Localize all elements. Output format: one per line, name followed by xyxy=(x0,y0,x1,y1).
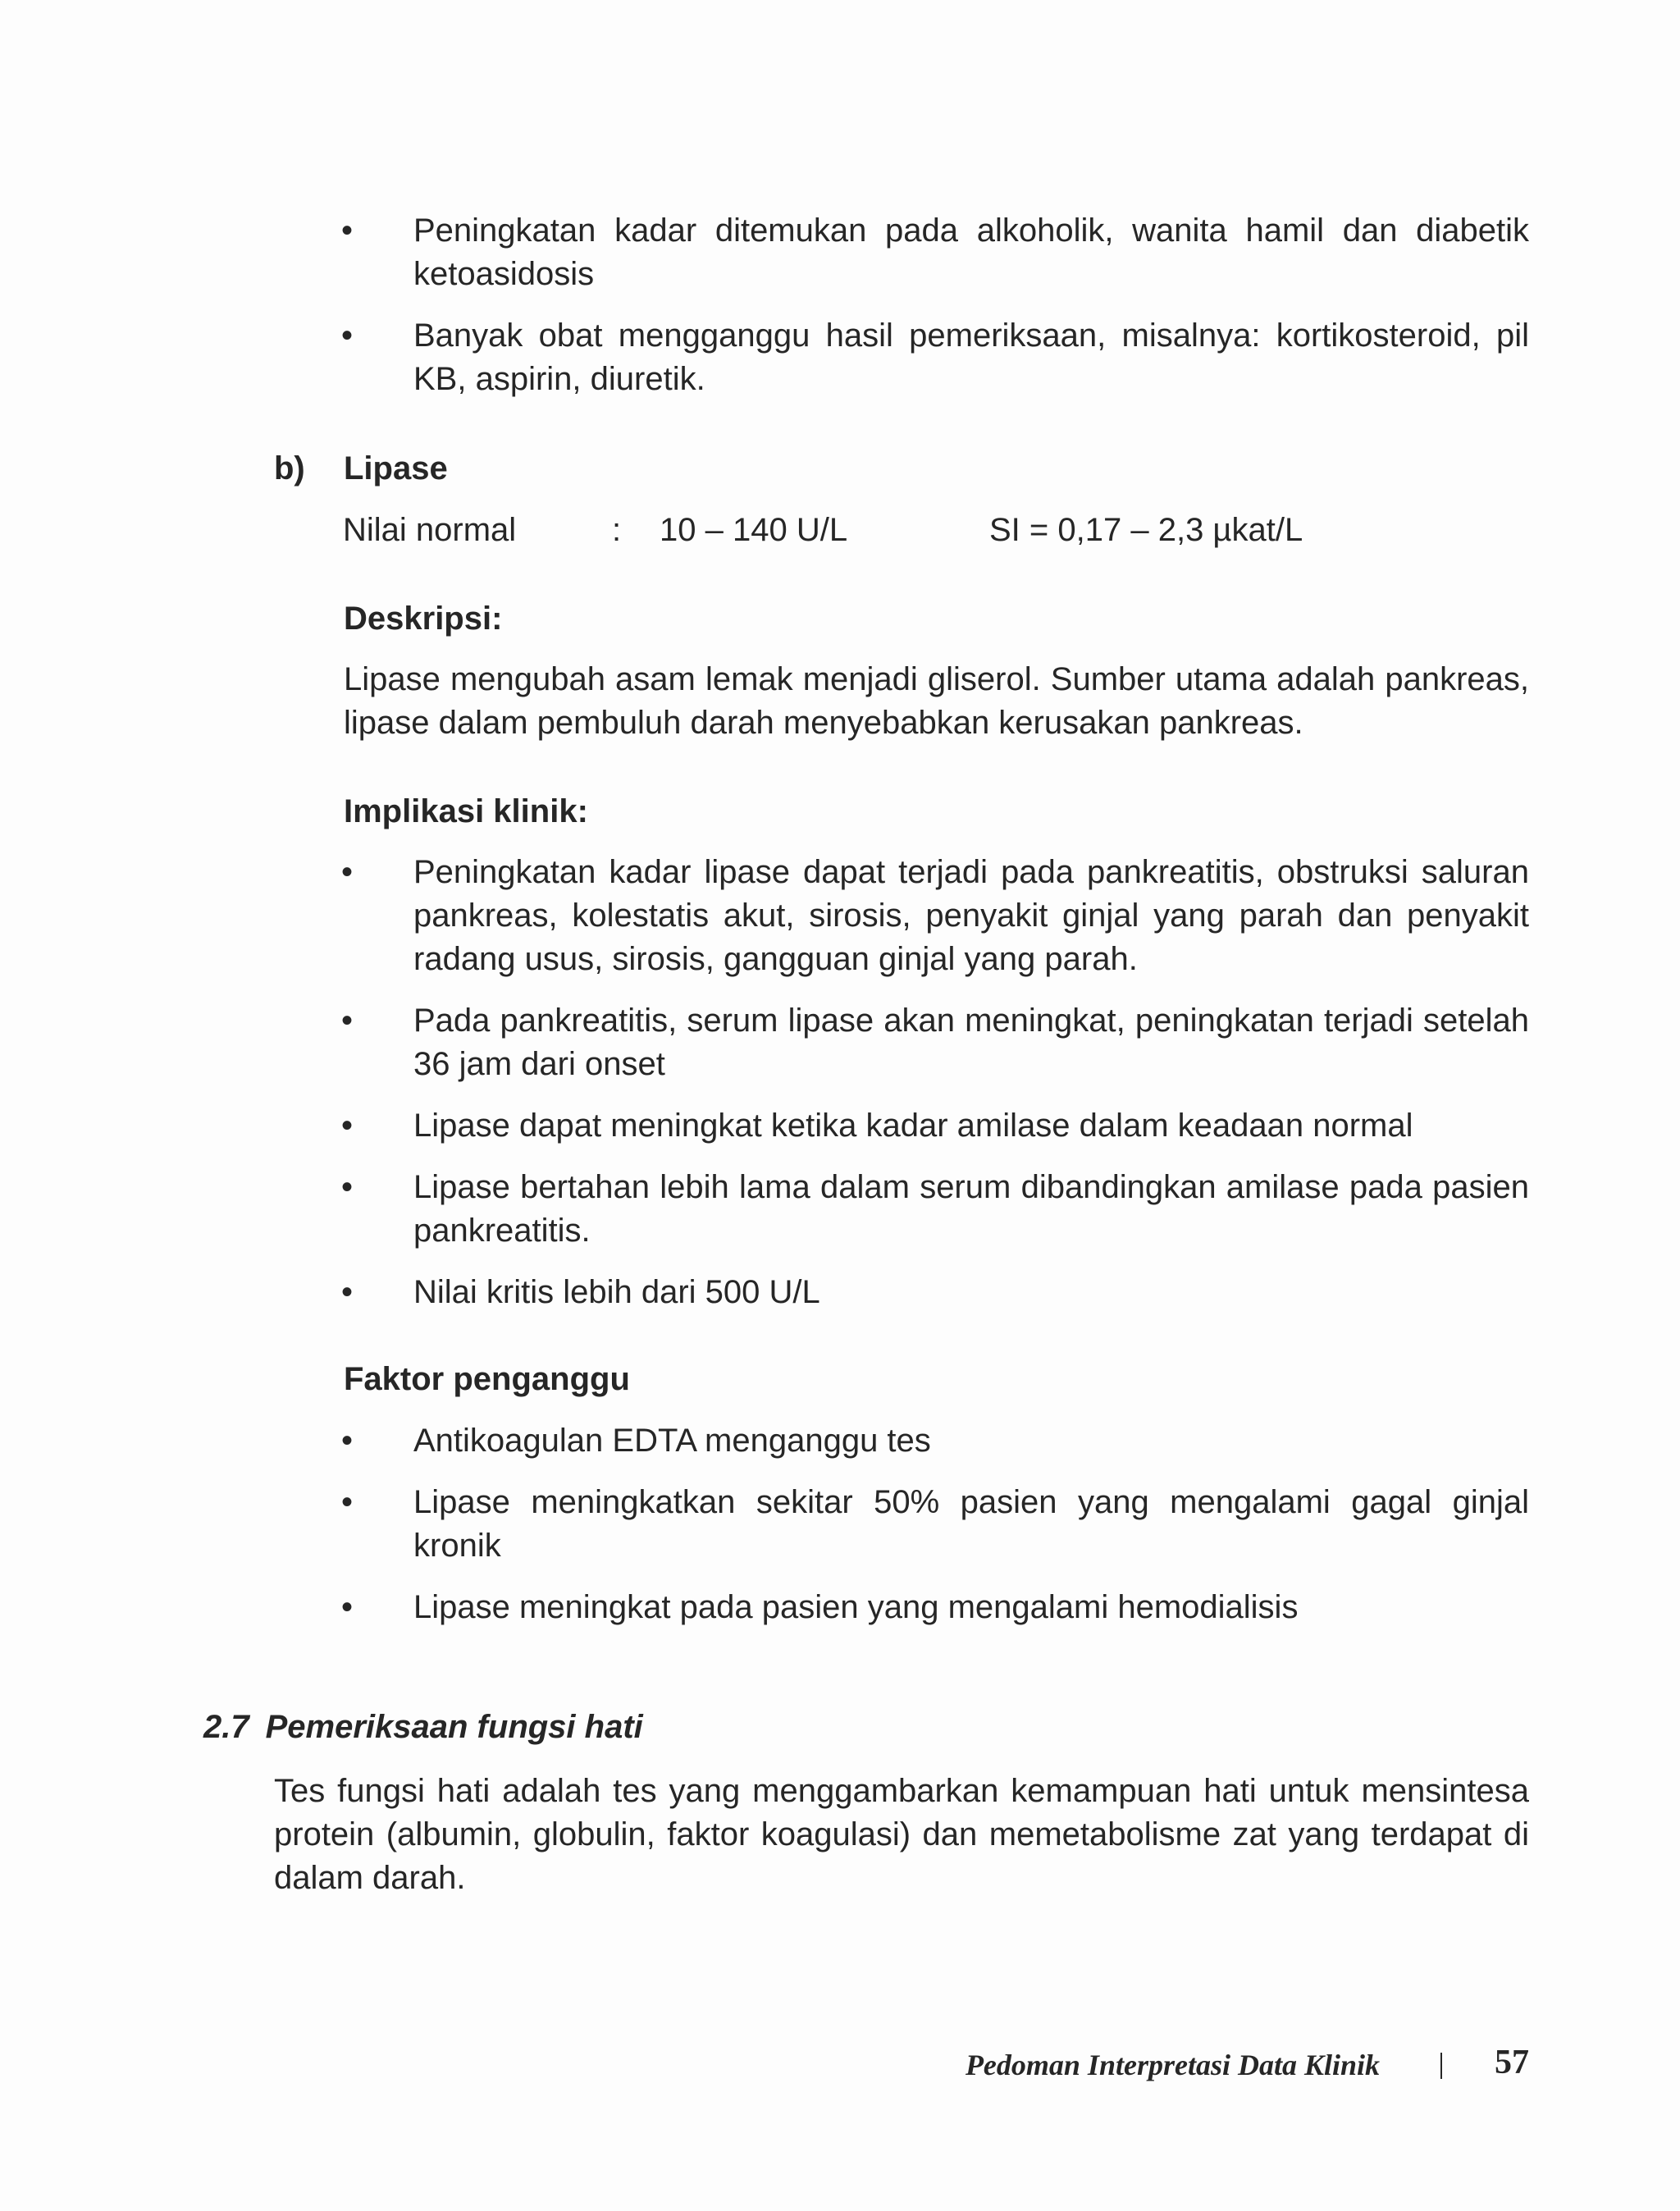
subsection-title: Lipase xyxy=(344,450,448,487)
bullet-symbol: • xyxy=(341,1108,354,1144)
factors-heading: Faktor penganggu xyxy=(344,1361,630,1397)
bullet-symbol: • xyxy=(341,317,354,354)
bullet-symbol: • xyxy=(341,1423,354,1459)
list-item-text: Banyak obat mengganggu hasil pemeriksaan, misalnya: kortikosteroid, pil KB, aspirin, diuretik. xyxy=(413,317,1529,397)
normal-value-label: Nilai normal xyxy=(343,512,517,548)
normal-value: 10 – 140 U/L xyxy=(660,512,848,548)
list-item xyxy=(341,999,1529,1086)
list-item-text: Peningkatan kadar lipase dapat terjadi pada pankreatitis, obstruksi saluran pankreas, kolestatis akut, sirosis, penyakit ginjal yang parah dan penyakit radang usus, sirosis, gangguan ginjal yang parah. xyxy=(413,854,1529,977)
list-item xyxy=(341,1104,1529,1148)
list-item xyxy=(341,1481,1529,1568)
bullet-symbol: • xyxy=(341,1169,354,1205)
top-bullet-list xyxy=(341,209,1529,419)
footer-book-title: Pedoman Interpretasi Data Klinik xyxy=(965,2049,1380,2081)
clinical-bullet-list xyxy=(341,851,1529,1332)
description-text: Lipase mengubah asam lemak menjadi gliserol. Sumber utama adalah pankreas, lipase dalam pembuluh darah menyebabkan kerusakan pankreas. xyxy=(344,661,1529,741)
list-item xyxy=(341,1586,1529,1629)
factors-bullet-list xyxy=(341,1419,1529,1647)
list-item xyxy=(341,1166,1529,1253)
bullet-symbol: • xyxy=(341,1274,354,1310)
bullet-symbol: • xyxy=(341,854,354,890)
list-item-text: Peningkatan kadar ditemukan pada alkoholik, wanita hamil dan diabetik ketoasidosis xyxy=(413,212,1529,292)
clinical-heading: Implikasi klinik: xyxy=(344,793,588,829)
list-item xyxy=(341,1271,1529,1314)
list-item-text: Nilai kritis lebih dari 500 U/L xyxy=(413,1274,820,1310)
list-item-text: Lipase bertahan lebih lama dalam serum dibandingkan amilase pada pasien pankreatitis. xyxy=(413,1169,1529,1249)
page-footer xyxy=(935,2043,1529,2092)
section-title: Pemeriksaan fungsi hati xyxy=(265,1709,643,1745)
bullet-symbol: • xyxy=(341,212,354,249)
bullet-symbol: • xyxy=(341,1589,354,1625)
page-number: 57 xyxy=(1495,2044,1529,2081)
list-item-text: Lipase meningkat pada pasien yang mengalami hemodialisis xyxy=(413,1589,1299,1625)
section-number: 2.7 xyxy=(203,1709,249,1745)
list-item-text: Lipase dapat meningkat ketika kadar amilase dalam keadaan normal xyxy=(413,1108,1413,1144)
list-item-text: Antikoagulan EDTA menganggu tes xyxy=(413,1423,931,1459)
list-item xyxy=(341,1419,1529,1463)
si-value: SI = 0,17 – 2,3 µkat/L xyxy=(989,512,1303,548)
list-item-text: Lipase meningkatkan sekitar 50% pasien yang mengalami gagal ginjal kronik xyxy=(413,1484,1529,1564)
description-heading: Deskripsi: xyxy=(344,601,503,637)
subsection-label: b) xyxy=(274,450,305,487)
list-item-text: Pada pankreatitis, serum lipase akan meningkat, peningkatan terjadi setelah 36 jam dari onset xyxy=(413,1003,1529,1082)
bullet-symbol: • xyxy=(341,1003,354,1039)
section-heading xyxy=(203,1706,643,1749)
list-item xyxy=(341,209,1529,296)
footer-divider xyxy=(1440,2053,1442,2079)
list-item xyxy=(341,314,1529,401)
normal-value-colon: : xyxy=(612,512,622,548)
section-text: Tes fungsi hati adalah tes yang menggambarkan kemampuan hati untuk mensintesa protein (albumin, globulin, faktor koagulasi) dan memetabolisme zat yang terdapat di dalam darah. xyxy=(274,1773,1529,1896)
bullet-symbol: • xyxy=(341,1484,354,1520)
list-item xyxy=(341,851,1529,981)
